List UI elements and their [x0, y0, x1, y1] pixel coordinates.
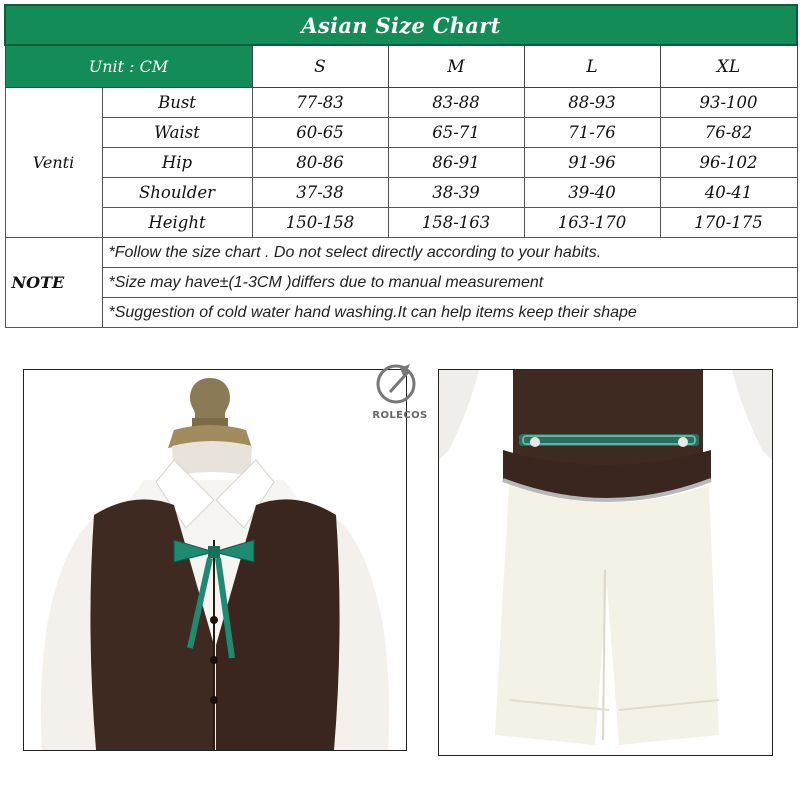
table-row-waist — [5, 118, 797, 148]
table-cell: 38-39 — [388, 178, 524, 208]
table-row-hip — [5, 148, 797, 178]
table-cell: 40-41 — [660, 178, 797, 208]
vest-shorts-back-photo — [438, 369, 773, 756]
size-header-m: M — [388, 45, 524, 88]
character-name: Venti — [5, 88, 102, 238]
chart-title: Asian Size Chart — [5, 5, 797, 45]
table-cell: 150-158 — [252, 208, 388, 238]
table-cell: 83-88 — [388, 88, 524, 118]
rolecos-logo-icon — [350, 362, 450, 412]
table-cell: 91-96 — [524, 148, 660, 178]
table-cell: 65-71 — [388, 118, 524, 148]
table-cell: 170-175 — [660, 208, 797, 238]
note-label: NOTE — [5, 238, 102, 328]
table-row-height — [5, 208, 797, 238]
row-label-waist: Waist — [102, 118, 252, 148]
table-cell: 80-86 — [252, 148, 388, 178]
row-label-height: Height — [102, 208, 252, 238]
table-cell: 60-65 — [252, 118, 388, 148]
table-cell: 76-82 — [660, 118, 797, 148]
table-row-bust — [5, 88, 797, 118]
table-cell: 88-93 — [524, 88, 660, 118]
note-line: *Size may have±(1-3CM )differs due to manual measurement — [102, 268, 797, 298]
size-chart-table — [4, 4, 798, 328]
table-cell: 93-100 — [660, 88, 797, 118]
table-cell: 158-163 — [388, 208, 524, 238]
table-cell: 96-102 — [660, 148, 797, 178]
row-label-hip: Hip — [102, 148, 252, 178]
table-cell: 71-76 — [524, 118, 660, 148]
size-header-l: L — [524, 45, 660, 88]
table-cell: 86-91 — [388, 148, 524, 178]
table-cell: 39-40 — [524, 178, 660, 208]
row-label-shoulder: Shoulder — [102, 178, 252, 208]
note-line: *Suggestion of cold water hand washing.It can help items keep their shape — [102, 298, 797, 328]
table-cell: 163-170 — [524, 208, 660, 238]
table-row-shoulder — [5, 178, 797, 208]
table-cell: 77-83 — [252, 88, 388, 118]
note-line: *Follow the size chart . Do not select directly according to your habits. — [102, 238, 797, 268]
row-label-bust: Bust — [102, 88, 252, 118]
logo-text: ROLECOS — [372, 410, 428, 421]
rolecos-logo — [350, 362, 450, 434]
size-header-xl: XL — [660, 45, 797, 88]
size-header-s: S — [252, 45, 388, 88]
unit-label: Unit : CM — [5, 45, 252, 88]
table-cell: 37-38 — [252, 178, 388, 208]
